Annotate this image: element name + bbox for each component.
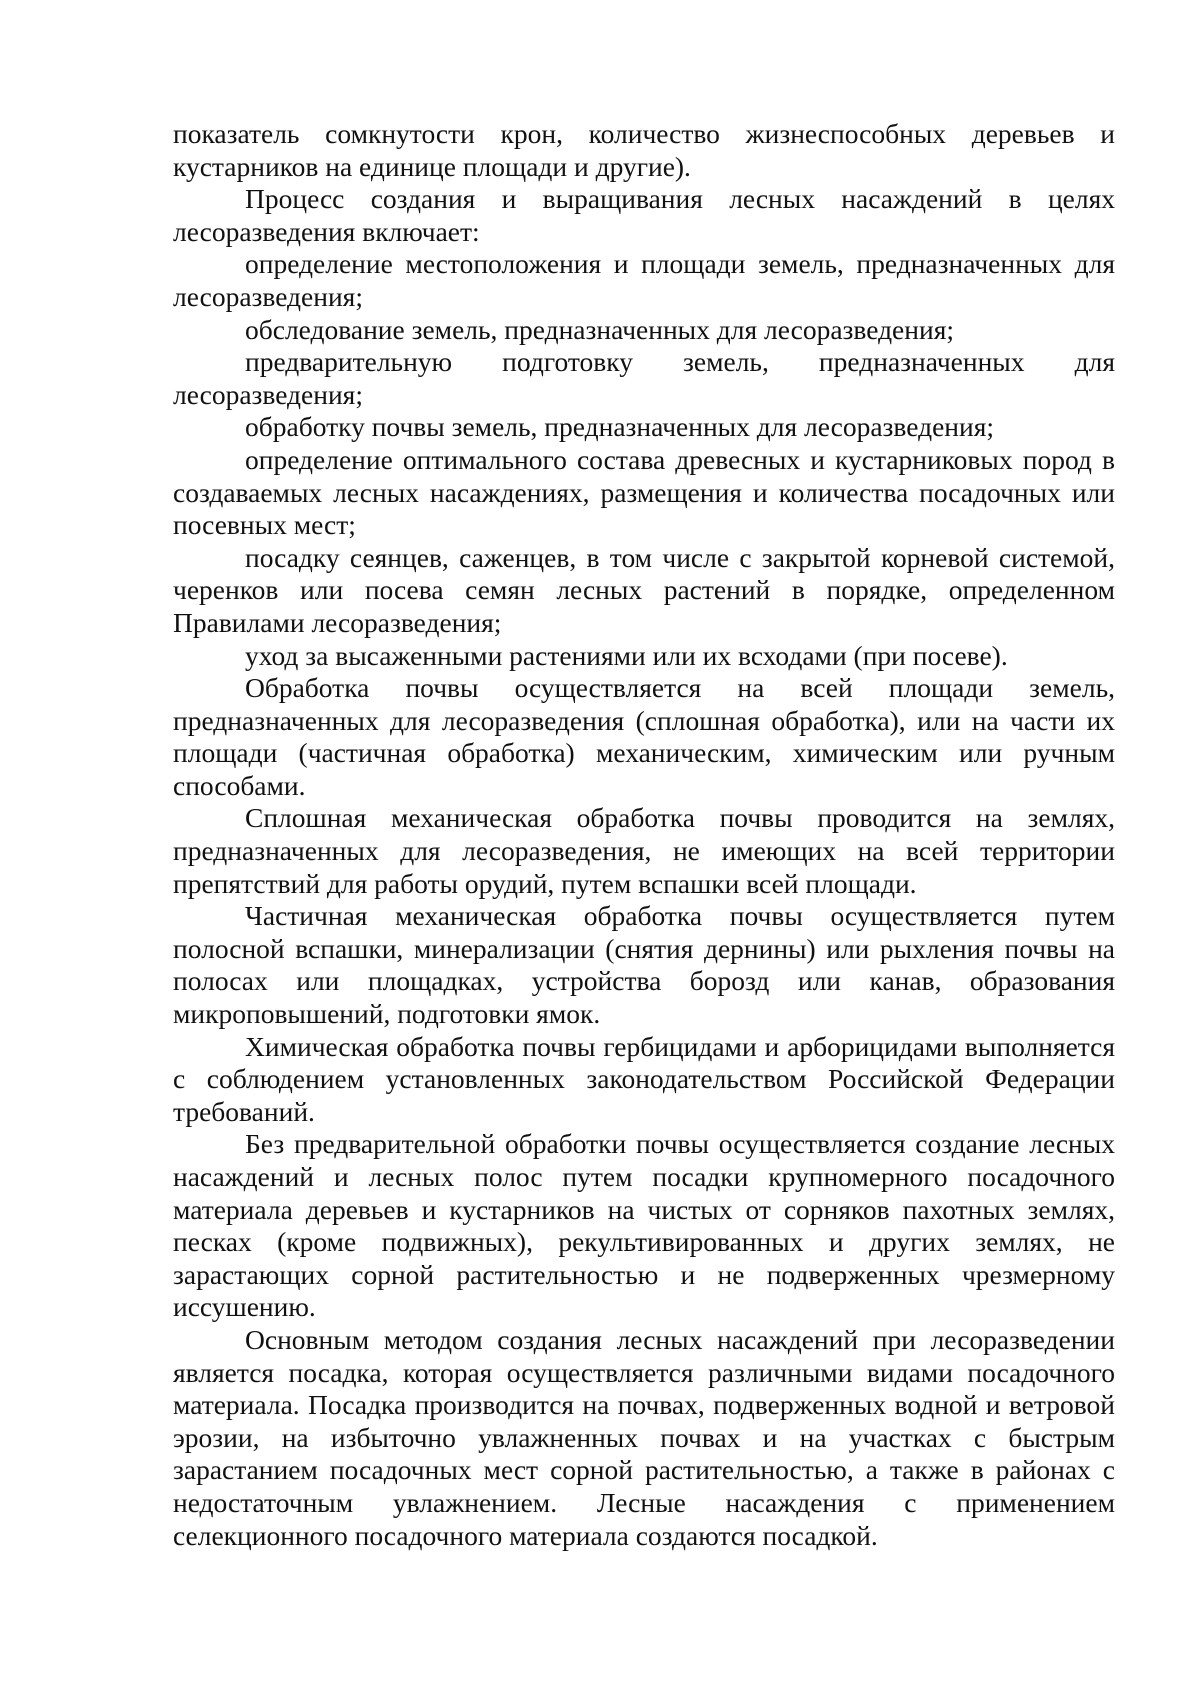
- paragraph-partial-treatment: Частичная механическая обработка почвы осуществляется путем полосной вспашки, минерализации (снятия дернины) или рыхления почвы на полосах или площадках, устройства борозд или канав, образования микроповышений, подготовки ямок.: [173, 900, 1115, 1030]
- paragraph-process-intro: Процесс создания и выращивания лесных насаждений в целях лесоразведения включает:: [173, 183, 1115, 247]
- list-item-planting: посадку сеянцев, саженцев, в том числе с закрытой корневой системой, черенков или посева семян лесных растений в порядке, определенном Правилами лесоразведения;: [173, 541, 1115, 638]
- list-item-soil-treatment: обработку почвы земель, предназначенных для лесоразведения;: [245, 411, 994, 443]
- list-item-composition: определение оптимального состава древесных и кустарниковых пород в создаваемых лесных насаждениях, размещения и количества посадочных или посевных мест;: [173, 443, 1115, 541]
- paragraph-no-pretreatment: Без предварительной обработки почвы осуществляется создание лесных насаждений и лесных полос путем посадки крупномерного посадочного материала деревьев и кустарников на чистых от сорняков пахотных землях, песках (кроме подвижных), рекультивированных и других землях, не зарастающих сорной растительностью и не подверженных чрезмерному иссушению.: [173, 1128, 1115, 1323]
- paragraph-chemical-treatment: Химическая обработка почвы гербицидами и арборицидами выполняется с соблюдением установленных законодательством Российской Федерации требований.: [173, 1030, 1115, 1127]
- paragraph-continuous-treatment: Сплошная механическая обработка почвы проводится на землях, предназначенных для лесоразведения, не имеющих на всей территории препятствий для работы орудий, путем вспашки всей площади.: [173, 802, 1115, 899]
- list-item-preparation: предварительную подготовку земель, предназначенных для лесоразведения;: [173, 346, 1115, 410]
- document-body: [173, 118, 1115, 1552]
- list-item-care: уход за высаженными растениями или их всходами (при посеве).: [245, 639, 1008, 671]
- list-item-survey: обследование земель, предназначенных для лесоразведения;: [245, 313, 954, 345]
- paragraph-soil-treatment: Обработка почвы осуществляется на всей площади земель, предназначенных для лесоразведения (сплошная обработка), или на части их площади (частичная обработка) механическим, химическим или ручным способами.: [173, 672, 1115, 801]
- paragraph-continuation: показатель сомкнутости крон, количество жизнеспособных деревьев и кустарников на единице площади и другие).: [173, 118, 1115, 182]
- paragraph-main-method: Основным методом создания лесных насаждений при лесоразведении является посадка, которая осуществляется различными видами посадочного материала. Посадка производится на почвах, подверженных водной и ветровой эрозии, на избыточно увлажненных почвах и на участках с быстрым зарастанием посадочных мест сорной растительностью, а также в районах с недостаточным увлажнением. Лесные насаждения с применением селекционного посадочного материала создаются посадкой.: [173, 1323, 1115, 1551]
- list-item-location: определение местоположения и площади земель, предназначенных для лесоразведения;: [173, 248, 1115, 312]
